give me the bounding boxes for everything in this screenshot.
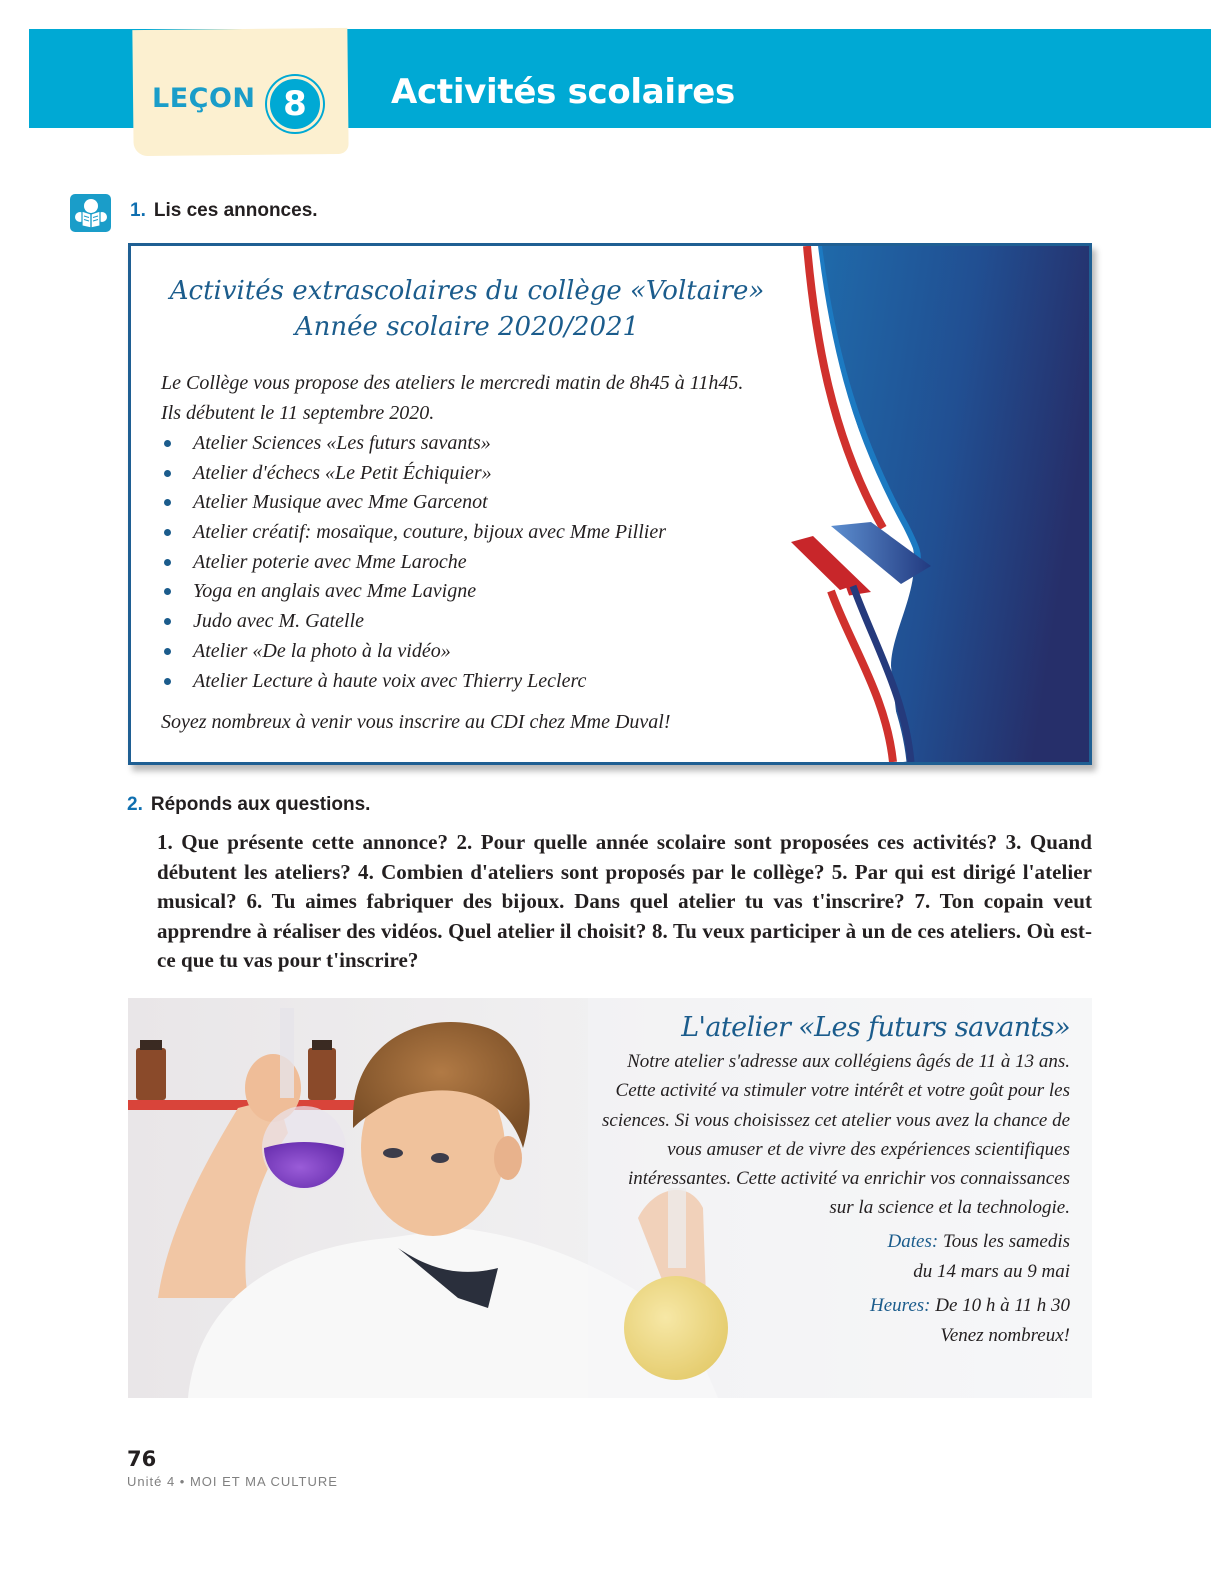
dates-label: Dates: xyxy=(887,1230,939,1252)
workshop-item: Atelier poterie avec Mme Laroche xyxy=(161,547,743,577)
lesson-label: LEÇON xyxy=(152,83,256,114)
workshop-description-block xyxy=(600,1012,1070,1351)
questions-paragraph: 1. Que présente cette annonce? 2. Pour quelle année scolaire sont proposées ces activités? 3. Quand débutent les ateliers? 4. Combien d'ateliers sont proposés par le collège? 5. Par qui est dirigé l'atelier musical? 6. Tu aimes fabriquer des bijoux. Dans quel atelier tu vas t'inscrire? 7. Ton copain veut apprendre à réaliser des vidéos. Quel atelier il choisit? 8. Tu veux participer à un de ces ateliers. Où est-ce que tu vas pour t'inscrire? xyxy=(157,830,1092,972)
workshop-hours xyxy=(600,1291,1070,1351)
announcement-subtitle: Année scolaire 2020/2021 xyxy=(294,312,640,342)
lesson-title: Activités scolaires xyxy=(391,72,735,112)
science-workshop-panel xyxy=(128,998,1092,1398)
hours-value: De 10 h à 11 h 30 xyxy=(935,1294,1070,1316)
announcement-card xyxy=(128,243,1092,765)
workshop-closing: Venez nombreux! xyxy=(940,1324,1070,1346)
exercise-2-instruction: Réponds aux questions. xyxy=(150,794,371,815)
exercise-1-instruction: Lis ces annonces. xyxy=(153,200,318,221)
workshop-dates xyxy=(600,1227,1070,1287)
workshop-item: Atelier Lecture à haute voix avec Thierry Leclerc xyxy=(161,666,743,696)
workshop-item: Atelier Musique avec Mme Garcenot xyxy=(161,487,743,517)
exercise-1-heading xyxy=(130,200,318,222)
reading-book-icon xyxy=(70,194,111,232)
hours-label: Heures: xyxy=(870,1294,931,1316)
exercise-2-number: 2. xyxy=(127,794,143,815)
unit-label: Unité 4 • MOI ET MA CULTURE xyxy=(127,1474,338,1489)
workshop-description: Notre atelier s'adresse aux collégiens âgés de 11 à 13 ans. Cette activité va stimuler votre intérêt et votre goût pour les sciences. Si vous choisissez cet atelier vous avez la chance de vous amuser et de vivre des expériences scientifiques intéressantes. Cette activité va enrichir vos connaissances sur la science et la technologie. xyxy=(602,1051,1070,1219)
workshop-item: Atelier «De la photo à la vidéo» xyxy=(161,636,743,666)
dates-value-2: du 14 mars au 9 mai xyxy=(913,1260,1070,1282)
announcement-intro-2: Ils débutent le 11 septembre 2020. xyxy=(161,402,435,424)
announcement-footer: Soyez nombreux à venir vous inscrire au CDI chez Mme Duval! xyxy=(161,711,671,734)
workshop-item: Atelier d'échecs «Le Petit Échiquier» xyxy=(161,458,743,488)
exercise-2-heading xyxy=(127,794,370,816)
lesson-number-badge: 8 xyxy=(267,76,323,132)
workshop-item: Yoga en anglais avec Mme Lavigne xyxy=(161,576,743,606)
workshop-item: Judo avec M. Gatelle xyxy=(161,606,743,636)
workshop-list xyxy=(161,428,743,695)
announcement-body xyxy=(161,368,743,737)
dates-value-1: Tous les samedis xyxy=(942,1230,1070,1252)
page-number: 76 xyxy=(127,1447,157,1471)
exercise-1-number: 1. xyxy=(130,200,146,221)
workshop-item: Atelier Sciences «Les futurs savants» xyxy=(161,428,743,458)
announcement-intro-1: Le Collège vous propose des ateliers le mercredi matin de 8h45 à 11h45. xyxy=(161,372,744,394)
announcement-title: Activités extrascolaires du collège «Voltaire» xyxy=(169,276,765,306)
workshop-title: L'atelier «Les futurs savants» xyxy=(681,1012,1070,1043)
workshop-item: Atelier créatif: mosaïque, couture, bijoux avec Mme Pillier xyxy=(161,517,743,547)
